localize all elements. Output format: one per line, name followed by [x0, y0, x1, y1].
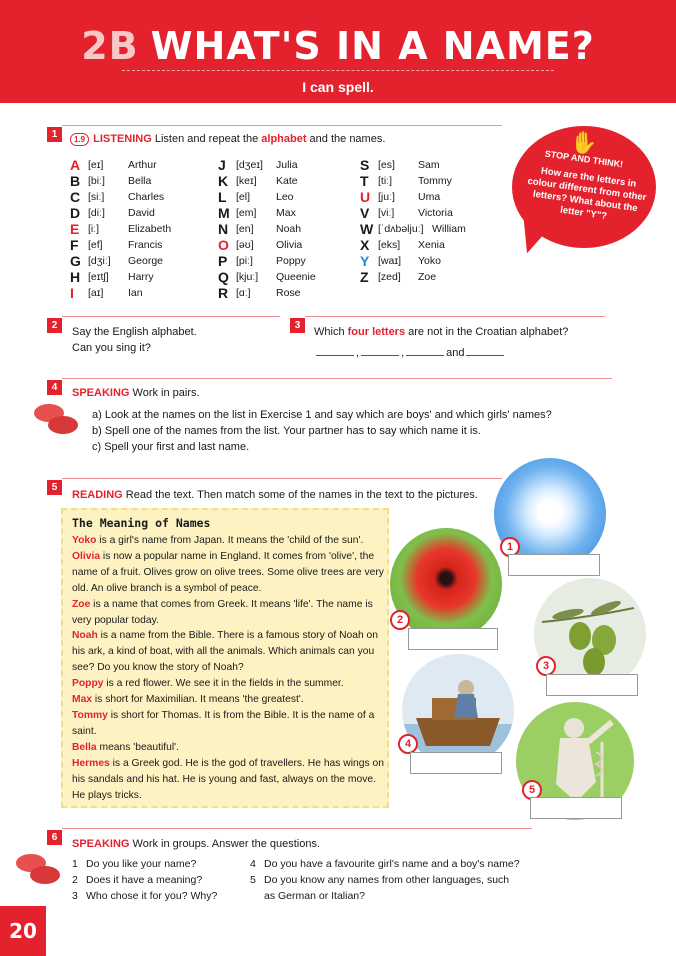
discussion-question: as German or Italian?	[264, 890, 365, 902]
example-name: Tommy	[418, 175, 452, 187]
phonetic-transcription: [piː]	[236, 255, 253, 267]
alphabet-letter: P	[218, 253, 228, 269]
highlighted-name: Yoko	[72, 535, 97, 546]
example-name: Francis	[128, 239, 163, 251]
alphabet-row	[218, 285, 368, 301]
discussion-question: 3 Who chose it for you? Why?	[72, 890, 218, 902]
exercise-1-number: 1	[47, 127, 62, 142]
alphabet-letter: X	[360, 237, 370, 253]
alphabet-letter: S	[360, 157, 370, 173]
alphabet-row	[360, 189, 510, 205]
exercise-3-question: Which four letters are not in the Croatian alphabet?	[314, 326, 569, 338]
alphabet-letter: M	[218, 205, 230, 221]
discussion-question: 5 Do you know any names from other languages, such	[250, 874, 510, 886]
example-name: William	[432, 223, 466, 235]
example-name: Max	[276, 207, 296, 219]
highlighted-name: Tommy	[72, 709, 108, 721]
alphabet-row	[360, 237, 510, 253]
phonetic-transcription: [em]	[236, 207, 257, 219]
reading-title: The Meaning of Names	[72, 516, 211, 530]
reading-paragraph: Poppy is a red flower. We see it in the fields in the summer.	[72, 678, 344, 690]
audio-track-icon[interactable]: 1.9	[70, 133, 89, 146]
alphabet-letter: V	[360, 205, 370, 221]
alphabet-row	[70, 237, 220, 253]
alphabet-column-1	[70, 157, 220, 301]
exercise-1-instruction: 1.9 LISTENING Listen and repeat the alphabet and the names.	[70, 132, 385, 146]
picture-1-answer-box[interactable]	[508, 554, 600, 576]
exercise-4-instruction: SPEAKING Work in pairs.	[72, 387, 200, 399]
alphabet-column-2	[218, 157, 371, 301]
phonetic-transcription: [əʊ]	[236, 239, 254, 251]
alphabet-row	[218, 237, 368, 253]
example-name: Sam	[418, 159, 440, 171]
answer-blank-4[interactable]	[466, 346, 504, 356]
alphabet-letter: Q	[218, 269, 229, 285]
alphabet-letter: T	[360, 173, 369, 189]
example-name: Kate	[276, 175, 298, 187]
alphabet-row	[360, 269, 510, 285]
exercise-4-item-a: a) Look at the names on the list in Exercise 1 and say which are boys' and which girls' names?	[92, 409, 552, 421]
example-name: Queenie	[276, 271, 316, 283]
page-title	[0, 24, 676, 68]
picture-4-answer-box[interactable]	[410, 752, 502, 774]
stop-think-title: STOP AND THINK!	[544, 148, 624, 170]
example-name: Arthur	[128, 159, 157, 171]
exercise-3-answer-blanks: , , and	[314, 346, 506, 360]
exercise-4-item-c: c) Spell your first and last name.	[92, 441, 250, 453]
phonetic-transcription: [waɪ]	[378, 255, 401, 267]
phonetic-transcription: [eɪtʃ]	[88, 271, 109, 283]
example-name: Poppy	[276, 255, 306, 267]
phonetic-transcription: [ef]	[88, 239, 103, 251]
exercise-3-rule	[305, 316, 605, 317]
alphabet-row	[70, 173, 220, 189]
highlighted-name: Noah	[72, 630, 98, 642]
exercise-4-number: 4	[47, 380, 62, 395]
example-name: Uma	[418, 191, 441, 203]
alphabet-row	[360, 173, 510, 189]
discussion-question: 4 Do you have a favourite girl's name and a boy's name?	[250, 858, 520, 870]
alphabet-letter: C	[70, 189, 81, 205]
alphabet-row	[70, 205, 220, 221]
page-subtitle: I can spell.	[302, 79, 374, 95]
alphabet-row	[218, 189, 371, 205]
highlighted-name: Olivia	[72, 550, 101, 562]
alphabet-row	[70, 221, 220, 237]
picture-number-5: 5	[522, 780, 542, 800]
alphabet-letter: I	[70, 285, 74, 301]
phonetic-transcription: [diː]	[88, 207, 105, 219]
alphabet-row	[70, 285, 220, 301]
reading-paragraph: Zoe is a name that comes from Greek. It means 'life'. The name is very popular today.	[72, 598, 373, 626]
exercise-4-item-b: b) Spell one of the names from the list. Your partner has to say which name it is.	[92, 425, 481, 437]
title-text: WHAT'S IN A NAME?	[150, 24, 595, 68]
alphabet-row	[218, 205, 368, 221]
header-banner	[0, 0, 676, 103]
stop-think-question: How are the letters in colour different from other letters? What about the letter "Y"?	[526, 165, 647, 223]
highlighted-name: Poppy	[72, 678, 104, 690]
exercise-6-questions-right	[250, 856, 520, 904]
exercise-6-instruction: SPEAKING Work in groups. Answer the questions.	[72, 838, 321, 850]
exercise-6-number: 6	[47, 830, 62, 845]
phonetic-transcription: [keɪ]	[236, 175, 257, 187]
reading-paragraph: Olivia is now a popular name in England. It comes from 'olive', the name of a fruit. Olives grow on olive trees. Some olive trees are very old. An olive branch is a symbol of peace.	[72, 550, 384, 594]
alphabet-row	[218, 157, 368, 173]
exercise-6-questions-left	[72, 856, 217, 904]
discussion-question: 2 Does it have a meaning?	[72, 874, 203, 886]
stop-and-think-bubble	[512, 126, 656, 252]
phonetic-transcription: [eɪ]	[88, 159, 104, 171]
exercise-2-line-1: Say the English alphabet.	[72, 326, 197, 338]
alphabet-letter: J	[218, 157, 226, 173]
alphabet-row	[218, 221, 368, 237]
example-name: Olivia	[276, 239, 303, 251]
phonetic-transcription: [tiː]	[378, 175, 393, 187]
alphabet-letter: D	[70, 205, 81, 221]
example-name: Charles	[128, 191, 165, 203]
noah-ark-picture	[402, 654, 514, 766]
exercise-2-rule	[62, 316, 280, 317]
picture-number-3: 3	[536, 656, 556, 676]
picture-number-2: 2	[390, 610, 410, 630]
phonetic-transcription: [viː]	[378, 207, 395, 219]
alphabet-letter: A	[70, 157, 81, 173]
highlighted-name: Zoe	[72, 598, 91, 610]
example-name: George	[128, 255, 164, 267]
phonetic-transcription: [zed]	[378, 271, 401, 283]
alphabet-letter: G	[70, 253, 81, 269]
phonetic-transcription: [iː]	[88, 223, 100, 235]
alphabet-letter: H	[70, 269, 81, 285]
alphabet-letter: L	[218, 189, 227, 205]
picture-number-1: 1	[500, 537, 520, 557]
example-name: Elizabeth	[128, 223, 172, 235]
alphabet-row	[360, 205, 510, 221]
alphabet-row	[70, 157, 220, 173]
reading-paragraph: Tommy is short for Thomas. It is from the Bible. It is the name of a saint.	[72, 709, 375, 737]
alphabet-letter: Z	[360, 269, 369, 285]
alphabet-letter: B	[70, 173, 81, 189]
picture-2-answer-box[interactable]	[408, 628, 498, 650]
exercise-5-instruction: READING Read the text. Then match some of the names in the text to the pictures.	[72, 489, 478, 501]
phonetic-transcription: [kjuː]	[236, 271, 259, 283]
answer-blank-2[interactable]	[361, 346, 399, 356]
reading-paragraph: Yoko is a girl's name from Japan. It means the 'child of the sun'.	[72, 535, 364, 546]
phonetic-transcription: [aɪ]	[88, 287, 104, 299]
discussion-question: 1 Do you like your name?	[72, 858, 197, 870]
picture-5-answer-box[interactable]	[530, 797, 622, 819]
example-name: Leo	[276, 191, 294, 203]
example-name: Xenia	[418, 239, 445, 251]
alphabet-letter: W	[360, 221, 374, 237]
alphabet-letter: K	[218, 173, 229, 189]
picture-number-4: 4	[398, 734, 418, 754]
title-divider	[122, 70, 554, 71]
alphabet-row	[218, 269, 368, 285]
alphabet-row	[218, 253, 368, 269]
phonetic-transcription: [juː]	[378, 191, 395, 203]
answer-blank-3[interactable]	[406, 346, 444, 356]
alphabet-letter: N	[218, 221, 229, 237]
example-name: Ian	[128, 287, 143, 299]
exercise-6-rule	[62, 828, 532, 829]
phonetic-transcription: [en]	[236, 223, 254, 235]
alphabet-letter: R	[218, 285, 229, 301]
phonetic-transcription: [eks]	[378, 239, 401, 251]
answer-blank-1[interactable]	[316, 346, 354, 356]
reading-paragraph: Bella means 'beautiful'.	[72, 741, 179, 753]
alphabet-row	[218, 173, 368, 189]
alphabet-row	[70, 253, 220, 269]
phonetic-transcription: [el]	[236, 191, 251, 203]
unit-label: 2B	[81, 24, 139, 68]
alphabet-letter: E	[70, 221, 80, 237]
highlighted-name: Max	[72, 694, 93, 706]
alphabet-letter: Y	[360, 253, 370, 269]
ark-icon	[402, 654, 514, 766]
alphabet-row	[70, 189, 220, 205]
exercise-5-number: 5	[47, 480, 62, 495]
example-name: Zoe	[418, 271, 437, 283]
example-name: Harry	[128, 271, 154, 283]
exercise-5-rule	[62, 478, 502, 479]
exercise-2-line-2: Can you sing it?	[72, 342, 151, 354]
example-name: Rose	[276, 287, 301, 299]
example-name: Yoko	[418, 255, 441, 267]
phonetic-transcription: [dʒiː]	[88, 255, 111, 267]
phonetic-transcription: [ˈdʌbəljuː]	[378, 223, 424, 235]
example-name: Julia	[276, 159, 298, 171]
phonetic-transcription: [es]	[378, 159, 395, 171]
exercise-2-number: 2	[47, 318, 62, 333]
alphabet-row	[360, 253, 510, 269]
alphabet-letter: F	[70, 237, 79, 253]
example-name: Noah	[276, 223, 302, 235]
exercise-1-rule	[62, 125, 502, 126]
phonetic-transcription: [siː]	[88, 191, 105, 203]
alphabet-letter: O	[218, 237, 229, 253]
example-name: David	[128, 207, 155, 219]
phonetic-transcription: [dʒeɪ]	[236, 159, 263, 171]
alphabet-row	[360, 221, 510, 237]
exercise-4-rule	[62, 378, 612, 379]
alphabet-row	[70, 269, 220, 285]
highlighted-name: Bella	[72, 741, 97, 753]
hand-icon: ✋	[570, 130, 598, 155]
alphabet-column-3	[360, 157, 510, 285]
exercise-3-number: 3	[290, 318, 305, 333]
reading-text	[72, 533, 384, 803]
listening-label: LISTENING	[93, 133, 152, 145]
highlighted-name: Hermes	[72, 757, 110, 769]
picture-3-answer-box[interactable]	[546, 674, 638, 696]
reading-paragraph: Max is short for Maximilian. It means 'the greatest'.	[72, 694, 304, 706]
phonetic-transcription: [biː]	[88, 175, 105, 187]
reading-paragraph: Noah is a name from the Bible. There is a famous story of Noah on his ark, a kind of boat, with all the animals. Which animals can you see? Do you know the story of Noah?	[72, 630, 378, 674]
alphabet-row	[360, 157, 510, 173]
reading-paragraph: Hermes is a Greek god. He is the god of travellers. He has wings on his sandals and his hat. He is young and fast, always on the move. He plays tricks.	[72, 757, 384, 801]
page-number: 20	[0, 906, 46, 956]
example-name: Bella	[128, 175, 152, 187]
phonetic-transcription: [ɑː]	[236, 287, 251, 299]
alphabet-letter: U	[360, 189, 371, 205]
example-name: Victoria	[418, 207, 453, 219]
